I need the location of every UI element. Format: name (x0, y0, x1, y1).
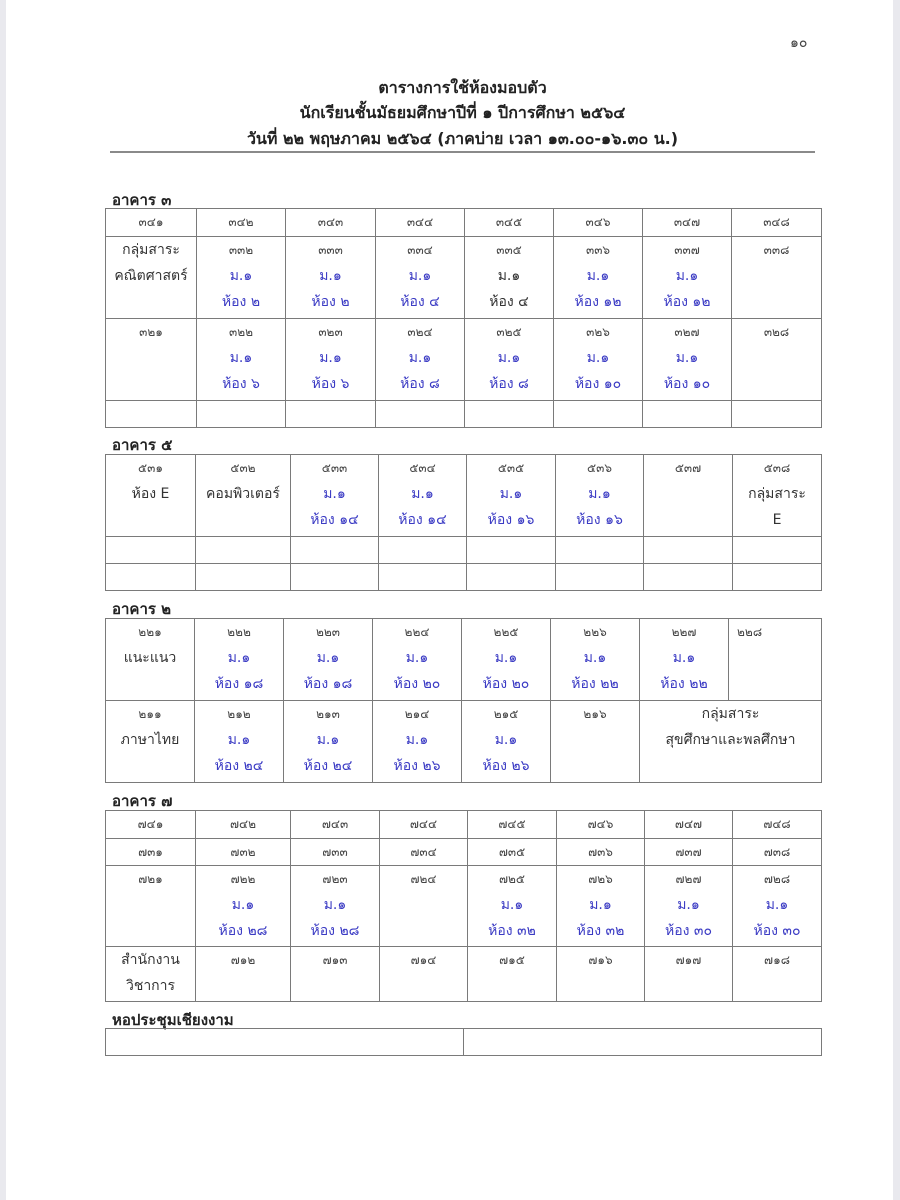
table-row (106, 1029, 822, 1056)
room-number: ๓๒๓ (318, 325, 343, 339)
grade-label: ม.๑ (408, 268, 432, 284)
class-label: ห้อง ๒๐ (393, 676, 441, 692)
room-number: ๓๔๔ (406, 215, 434, 229)
room-cell-merged (640, 701, 822, 783)
empty-cell (467, 537, 556, 564)
room-number: ๕๓๘ (763, 461, 791, 475)
grade-label: ม.๑ (677, 897, 700, 913)
room-number: ๗๓๓ (322, 845, 348, 859)
room-label: กลุ่มสาระ (122, 242, 180, 258)
room-cell (196, 811, 291, 839)
class-label: ห้อง ๑๔ (310, 512, 359, 528)
empty-cell (106, 537, 196, 564)
grade-label: ม.๑ (583, 650, 607, 666)
room-number: ๓๒๕ (496, 325, 522, 339)
empty-cell (286, 401, 376, 428)
room-label: คณิตศาสตร์ (114, 268, 188, 284)
grade-label: ม.๑ (227, 732, 251, 748)
room-number: ๗๔๑ (137, 817, 164, 831)
class-label: ห้อง ๑๒ (663, 294, 711, 310)
grade-label: ม.๑ (675, 350, 699, 366)
grade-label: ม.๑ (500, 897, 524, 913)
room-cell (557, 947, 645, 1002)
room-cell (554, 209, 643, 237)
room-number: ๒๑๔ (404, 707, 430, 721)
room-number: ๗๔๔ (409, 817, 438, 831)
room-number: ๗๒๓ (322, 872, 348, 886)
class-label: ห้อง ๔ (489, 294, 529, 310)
class-label: ห้อง ๒๒ (571, 676, 619, 692)
room-number: ๓๓๗ (674, 243, 700, 257)
room-cell (465, 237, 554, 319)
grade-label: ม.๑ (411, 486, 434, 502)
grade-label: ม.๑ (229, 268, 253, 284)
room-cell (196, 455, 291, 537)
empty-cell (644, 564, 733, 591)
room-label: สุขศึกษาและพลศึกษา (665, 732, 796, 748)
room-number: ๓๔๗ (673, 215, 701, 229)
empty-cell (291, 537, 379, 564)
room-cell (733, 811, 822, 839)
room-cell (733, 839, 822, 866)
empty-cell (291, 564, 379, 591)
room-cell (106, 237, 197, 319)
room-cell (645, 839, 733, 866)
room-number: ๒๒๕ (493, 625, 519, 639)
room-label: แนะแนว (123, 650, 177, 666)
room-cell (373, 619, 462, 701)
room-cell (196, 947, 291, 1002)
empty-cell (464, 1029, 822, 1056)
room-cell (733, 866, 822, 947)
grade-label: ม.๑ (494, 650, 518, 666)
empty-cell (379, 564, 467, 591)
room-number: ๗๔๓ (321, 817, 349, 831)
room-cell (286, 209, 376, 237)
class-label: ห้อง ๘ (400, 376, 440, 392)
class-label: ห้อง ๓๒ (576, 923, 625, 939)
room-label: ห้อง E (131, 486, 170, 502)
table-row (106, 209, 822, 237)
title-divider (110, 151, 815, 153)
grade-label: ม.๑ (589, 897, 612, 913)
grade-label: ม.๑ (672, 650, 696, 666)
room-number: ๕๓๓ (321, 461, 348, 475)
grade-label: ม.๑ (323, 897, 347, 913)
class-label: ห้อง ๖ (311, 376, 350, 392)
empty-cell (196, 564, 291, 591)
room-number: ๗๓๒ (230, 845, 256, 859)
room-cell (376, 237, 465, 319)
room-number: ๗๓๗ (675, 845, 702, 859)
room-cell (284, 619, 373, 701)
grade-label: ม.๑ (319, 350, 342, 366)
room-number: ๗๑๓ (322, 953, 348, 967)
room-number: ๒๑๒ (227, 707, 251, 721)
grade-label: ม.๑ (229, 350, 253, 366)
grade-label: ม.๑ (675, 268, 699, 284)
room-cell (106, 811, 196, 839)
building-3-table (105, 208, 822, 428)
table-row (106, 455, 822, 537)
room-number: ๗๒๔ (410, 872, 437, 886)
document-title: ตารางการใช้ห้องมอบตัว (378, 78, 547, 97)
empty-cell (465, 401, 554, 428)
grade-label: ม.๑ (408, 350, 432, 366)
empty-cell (106, 1029, 464, 1056)
table-row (106, 947, 822, 1002)
class-label: ห้อง ๔ (400, 294, 440, 310)
room-cell (729, 619, 822, 701)
room-cell (106, 319, 197, 401)
room-number: ๗๓๘ (763, 845, 791, 859)
room-cell (373, 701, 462, 783)
empty-cell (556, 564, 644, 591)
room-number: ๗๑๗ (675, 953, 702, 967)
document-date-line: วันที่ ๒๒ พฤษภาคม ๒๕๖๔ (ภาคบ่าย เวลา ๑๓.๐๐-๑๖.๓๐ น.) (246, 129, 679, 148)
room-number: ๒๒๑ (138, 625, 162, 639)
room-cell (557, 866, 645, 947)
building-2-label: อาคาร ๒ (112, 600, 172, 618)
room-cell (291, 811, 380, 839)
room-number: ๓๒๖ (586, 325, 610, 339)
empty-cell (733, 564, 822, 591)
class-label: ห้อง ๑๐ (574, 376, 622, 392)
grade-label: ม.๑ (231, 897, 255, 913)
empty-cell (643, 401, 732, 428)
table-row (106, 811, 822, 839)
room-cell (733, 455, 822, 537)
class-label: ห้อง ๑๖ (576, 512, 623, 528)
class-label: ห้อง ๑๖ (487, 512, 535, 528)
class-label: ห้อง ๑๒ (574, 294, 622, 310)
room-number: ๕๓๑ (138, 461, 163, 475)
room-number: ๓๔๘ (763, 215, 790, 229)
building-2-table (105, 618, 822, 783)
class-label: ห้อง ๒๐ (482, 676, 530, 692)
room-number: ๕๓๖ (587, 461, 612, 475)
room-number: ๒๒๘ (737, 625, 763, 639)
room-number: ๗๒๒ (230, 872, 256, 886)
room-cell (106, 209, 197, 237)
grade-label: ม.๑ (323, 486, 346, 502)
room-cell (284, 701, 373, 783)
room-cell (465, 319, 554, 401)
empty-cell (197, 401, 286, 428)
room-cell (556, 455, 644, 537)
page-edge-right (893, 0, 900, 1200)
empty-cell (644, 537, 733, 564)
page-number: ๑๐ (790, 35, 808, 51)
room-number: ๒๑๓ (316, 707, 340, 721)
room-number: ๗๑๘ (764, 953, 790, 967)
class-label: ห้อง ๒๘ (310, 923, 360, 939)
class-label: ห้อง ๑๐ (663, 376, 711, 392)
room-number: ๗๑๔ (410, 953, 437, 967)
table-row (106, 564, 822, 591)
room-number: ๗๒๑ (138, 872, 163, 886)
room-cell (106, 701, 195, 783)
room-number: ๗๓๔ (410, 845, 437, 859)
room-number: ๒๒๔ (404, 625, 430, 639)
empty-cell (732, 401, 822, 428)
room-number: ๓๔๕ (495, 215, 523, 229)
room-cell (106, 866, 196, 947)
room-cell (551, 701, 640, 783)
room-number: ๒๒๓ (315, 625, 341, 639)
class-label: ห้อง ๒๔ (303, 758, 353, 774)
room-number: ๒๑๖ (583, 707, 607, 721)
class-label: ห้อง ๒ (311, 294, 350, 310)
room-cell (645, 866, 733, 947)
grade-label: ม.๑ (316, 732, 340, 748)
grade-label: ม.๑ (499, 486, 523, 502)
room-number: ๗๔๗ (674, 817, 703, 831)
room-number: ๗๔๘ (763, 817, 791, 831)
room-cell (467, 455, 556, 537)
room-number: ๓๒๒ (228, 325, 254, 339)
room-cell (643, 209, 732, 237)
room-number: ๗๒๘ (763, 872, 791, 886)
building-5-label: อาคาร ๕ (112, 436, 173, 454)
room-cell (732, 237, 822, 319)
room-cell (286, 237, 376, 319)
grade-label: ม.๑ (316, 650, 340, 666)
table-row (106, 839, 822, 866)
room-label: กลุ่มสาระ (701, 706, 760, 722)
room-cell (380, 839, 468, 866)
document-subtitle: นักเรียนชั้นมัธยมศึกษาปีที่ ๑ ปีการศึกษา ๒๕๖๔ (299, 103, 626, 122)
room-cell (195, 619, 284, 701)
room-cell (380, 866, 468, 947)
room-cell (380, 811, 468, 839)
room-cell (106, 947, 196, 1002)
class-label: ห้อง ๒๒ (660, 676, 708, 692)
room-number: ๗๑๖ (588, 953, 613, 967)
room-cell (291, 455, 379, 537)
room-number: ๗๔๕ (498, 817, 526, 831)
room-number: ๒๒๖ (583, 625, 607, 639)
room-cell (645, 811, 733, 839)
room-cell (106, 455, 196, 537)
room-label: ภาษาไทย (120, 732, 180, 748)
room-cell (106, 839, 196, 866)
grade-label: ม.๑ (319, 268, 342, 284)
room-number: ๗๑๕ (499, 953, 525, 967)
building-5-table (105, 454, 822, 591)
room-number: ๓๒๑ (139, 325, 163, 339)
room-cell (197, 237, 286, 319)
room-cell (462, 701, 551, 783)
class-label: ห้อง ๑๘ (214, 676, 264, 692)
room-number: ๓๓๓ (318, 243, 343, 257)
room-number: ๒๒๒ (227, 625, 251, 639)
table-row (106, 319, 822, 401)
empty-cell (733, 537, 822, 564)
room-number: ๗๑๒ (230, 953, 256, 967)
empty-cell (376, 401, 465, 428)
building-7-table (105, 810, 822, 1002)
empty-cell (106, 564, 196, 591)
room-number: ๓๓๘ (763, 243, 790, 257)
room-number: ๕๓๗ (674, 461, 702, 475)
empty-cell (106, 401, 197, 428)
room-number: ๓๔๒ (228, 215, 254, 229)
room-number: ๓๓๒ (228, 243, 254, 257)
room-cell (195, 701, 284, 783)
class-label: ห้อง ๖ (222, 376, 260, 392)
room-number: ๓๔๖ (585, 215, 611, 229)
room-cell (106, 619, 195, 701)
class-label: ห้อง ๑๔ (398, 512, 447, 528)
table-row (106, 619, 822, 701)
room-cell (643, 319, 732, 401)
room-cell (286, 319, 376, 401)
grade-label: ม.๑ (765, 897, 789, 913)
empty-cell (556, 537, 644, 564)
room-number: ๗๒๗ (675, 872, 702, 886)
room-cell (733, 947, 822, 1002)
room-number: ๓๓๕ (496, 243, 522, 257)
room-number: ๗๒๕ (498, 872, 525, 886)
class-label: ห้อง ๓๐ (753, 923, 801, 939)
room-cell (376, 319, 465, 401)
class-label: ห้อง ๓๒ (488, 923, 536, 939)
room-number: ๕๓๔ (409, 461, 436, 475)
room-cell (645, 947, 733, 1002)
room-number: ๗๓๑ (138, 845, 163, 859)
room-cell (468, 839, 557, 866)
empty-cell (379, 537, 467, 564)
room-number: ๓๔๓ (317, 215, 344, 229)
hall-label: หอประชุมเชียงงาม (112, 1011, 234, 1029)
room-label: กลุ่มสาระ (748, 486, 806, 502)
grade-label: ม.๑ (588, 486, 611, 502)
room-number: ๗๓๕ (498, 845, 526, 859)
room-cell (380, 947, 468, 1002)
room-number: ๕๓๕ (497, 461, 525, 475)
room-cell (557, 839, 645, 866)
table-row (106, 701, 822, 783)
class-label: ห้อง ๘ (489, 376, 529, 392)
grade-label: ม.๑ (586, 350, 610, 366)
room-label: สำนักงาน (121, 952, 180, 968)
room-number: ๗๔๖ (587, 817, 614, 831)
empty-cell (196, 537, 291, 564)
room-label: คอมพิวเตอร์ (206, 486, 280, 502)
room-number: ๓๒๘ (763, 325, 790, 339)
room-cell (644, 455, 733, 537)
hall-table (105, 1028, 822, 1056)
room-number: ๒๑๑ (138, 707, 162, 721)
grade-label: ม.๑ (586, 268, 610, 284)
empty-cell (467, 564, 556, 591)
room-number: ๒๒๗ (671, 625, 697, 639)
page-edge-left (0, 0, 6, 1200)
room-cell (468, 811, 557, 839)
room-number: ๗๔๒ (229, 817, 256, 831)
room-cell (643, 237, 732, 319)
grade-label: ม.๑ (494, 732, 518, 748)
room-label: E (772, 512, 782, 528)
room-cell (554, 237, 643, 319)
room-cell (291, 947, 380, 1002)
building-3-label: อาคาร ๓ (112, 191, 172, 209)
room-number: ๕๓๒ (230, 461, 256, 475)
table-row (106, 866, 822, 947)
room-cell (462, 619, 551, 701)
room-cell (291, 866, 380, 947)
room-number: ๓๒๗ (674, 325, 700, 339)
grade-label: ม.๑ (497, 268, 521, 284)
room-cell (468, 947, 557, 1002)
empty-cell (554, 401, 643, 428)
room-cell (554, 319, 643, 401)
table-row (106, 537, 822, 564)
room-number: ๓๔๑ (138, 215, 164, 229)
class-label: ห้อง ๓๐ (664, 923, 713, 939)
room-cell (379, 455, 467, 537)
room-cell (376, 209, 465, 237)
grade-label: ม.๑ (497, 350, 521, 366)
room-number: ๓๓๔ (407, 243, 433, 257)
room-cell (640, 619, 729, 701)
room-cell (196, 839, 291, 866)
room-cell (465, 209, 554, 237)
room-cell (557, 811, 645, 839)
building-7-label: อาคาร ๗ (112, 792, 173, 810)
grade-label: ม.๑ (405, 732, 429, 748)
table-row (106, 401, 822, 428)
grade-label: ม.๑ (227, 650, 251, 666)
room-cell (197, 319, 286, 401)
room-cell (291, 839, 380, 866)
room-cell (468, 866, 557, 947)
room-cell (732, 209, 822, 237)
room-number: ๗๓๖ (588, 845, 613, 859)
room-cell (197, 209, 286, 237)
class-label: ห้อง ๒ (221, 294, 261, 310)
class-label: ห้อง ๒๘ (218, 923, 268, 939)
room-label: วิชาการ (125, 978, 176, 994)
room-cell (551, 619, 640, 701)
grade-label: ม.๑ (405, 650, 429, 666)
room-cell (196, 866, 291, 947)
class-label: ห้อง ๒๖ (482, 758, 530, 774)
class-label: ห้อง ๑๘ (303, 676, 353, 692)
room-number: ๓๒๔ (407, 325, 433, 339)
room-number: ๓๓๖ (585, 243, 611, 257)
room-cell (732, 319, 822, 401)
table-row (106, 237, 822, 319)
class-label: ห้อง ๒๖ (393, 758, 441, 774)
room-number: ๗๒๖ (588, 872, 613, 886)
class-label: ห้อง ๒๔ (214, 758, 264, 774)
room-number: ๒๑๕ (493, 707, 519, 721)
